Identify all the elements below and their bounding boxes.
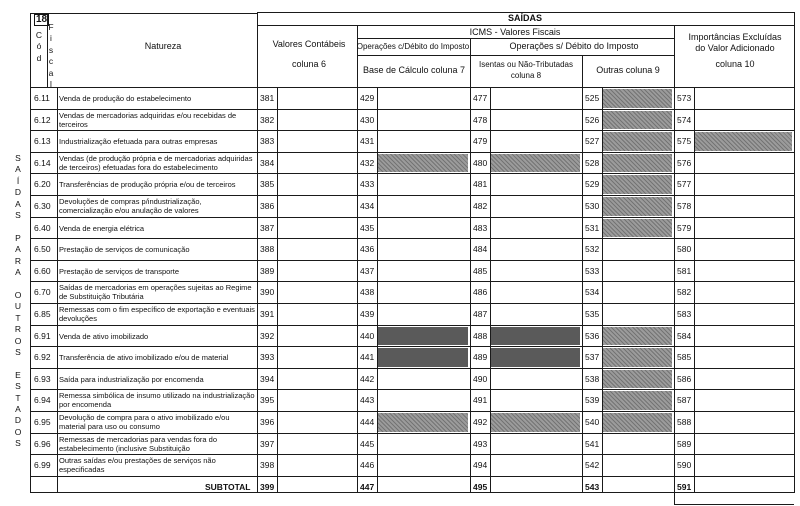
side-letter: S [15,210,21,221]
value-input-c10[interactable] [695,174,793,194]
subtotal-number-c7: 447 [360,481,375,492]
frame-left [30,13,31,493]
side-letter: P [15,232,21,243]
side-letter: A [15,198,21,209]
value-input-c9[interactable] [603,304,673,324]
field-number-c9: 530 [585,201,600,211]
field-number-c8: 482 [473,201,488,211]
field-number-c7: 438 [360,287,375,298]
field-number-c7: 445 [360,438,375,449]
field-number-c6: 381 [260,93,275,103]
cfop-description: Vendas de mercadorias adquiridas e/ou recebidas de terceiros [59,110,237,129]
cfop-code: 6.30 [34,201,51,211]
field-number-c7: 435 [360,222,375,233]
field-number-c6: 393 [260,352,275,363]
value-input-c9[interactable] [603,282,673,302]
field-number-c10: 582 [677,287,692,298]
cfop-description: Remessas com o fim específico de exportação e eventuais devoluções [59,305,255,323]
field-number-c8: 488 [473,330,488,341]
operacoes-com-header: Operações c/Débito do Imposto [356,42,470,51]
value-input-c6[interactable] [278,88,356,108]
field-number-c10: 575 [677,136,692,147]
cfop-code: 6.60 [34,265,51,276]
field-number-c7: 434 [360,201,375,211]
code-col-divider [57,87,58,492]
valores-contabeis-header: Valores Contábeis [272,39,346,49]
field-number-c10: 581 [677,265,692,276]
value-input-c9[interactable] [603,239,673,259]
field-number-c10: 590 [677,460,692,471]
hdr-h-ops [357,55,674,56]
field-number-c10: 577 [677,179,692,190]
subtotal-number-c9: 543 [585,481,600,492]
field-number-c6: 396 [260,417,275,427]
cfop-description: Devolução de compra para o ativo imobilizado e/ou material para uso ou consumo [59,413,230,431]
value-input-c8[interactable] [491,174,581,194]
side-letter: U [14,301,22,312]
side-letter: A [15,164,21,175]
field-number-c7: 430 [360,114,375,125]
field-number-c6: 385 [260,179,275,190]
value-input-c7[interactable] [378,153,469,173]
side-letter: T [15,312,21,323]
base-calculo-header: Base de Cálculo coluna 7 [362,65,466,75]
value-input-c8[interactable] [491,304,581,324]
value-input-c10[interactable] [695,390,793,410]
field-number-c8: 480 [473,157,488,168]
field-number-c7: 437 [360,265,375,276]
cfop-code: 6.14 [34,157,51,168]
value-input-c8[interactable] [491,239,581,259]
field-number-c8: 479 [473,136,488,147]
value-input-c10[interactable] [695,218,793,238]
cfop-description: Transferência de ativo imobilizado e/ou de material [59,353,229,363]
fiscal-letter: a [48,67,54,78]
field-number-c9: 541 [585,438,600,449]
value-input-c6[interactable] [278,326,356,346]
number-divider [602,87,603,492]
row-divider [30,476,795,477]
field-number-c9: 534 [585,287,600,298]
saidas-header: SAÍDAS [507,13,543,23]
side-letter: O [14,335,22,346]
value-input-c7[interactable] [378,239,469,259]
field-number-c10: 583 [677,309,692,319]
cfop-description: Prestação de serviços de transporte [59,266,180,276]
cfop-code: 6.96 [34,438,51,449]
value-input-c8[interactable] [491,261,581,281]
value-input-c6[interactable] [278,369,356,389]
fiscal-letter: l [50,79,52,90]
value-input-c6[interactable] [278,347,356,367]
field-number-c8: 477 [473,93,488,103]
outras-header: Outras coluna 9 [596,65,660,75]
field-number-c10: 586 [677,373,692,384]
value-input-c7[interactable] [378,412,469,432]
side-letter: Í [16,175,20,186]
value-input-c9[interactable] [603,196,673,216]
side-letter: D [14,187,22,198]
operacoes-sem-header: Operações s/ Débito do Imposto [509,41,639,51]
field-number-c9: 533 [585,265,600,276]
value-input-c8[interactable] [491,153,581,173]
value-input-c10[interactable] [695,131,793,151]
side-letter: R [14,324,22,335]
field-number-c7: 429 [360,93,375,103]
value-input-c9[interactable] [603,261,673,281]
field-number-c6: 384 [260,157,275,168]
field-number-c9: 528 [585,157,600,168]
value-input-c10[interactable] [695,153,793,173]
field-number-c7: 432 [360,157,375,168]
field-number-c8: 485 [473,265,488,276]
cfop-description: Vendas (de produção própria e de mercadorias adquiridas de terceiros) efetuadas fora do estabelecimento [59,153,253,172]
field-number-c8: 492 [473,417,488,427]
cfop-code: 6.40 [34,222,51,233]
side-letter: S [15,346,21,357]
fiscal-label [46,22,56,90]
field-number-c6: 388 [260,244,275,255]
field-number-c8: 487 [473,309,488,319]
field-number-c10: 574 [677,114,692,125]
field-number-c8: 481 [473,179,488,190]
number-divider [277,87,278,492]
frame-top-left [30,13,258,14]
importancias-header-1: Importâncias Excluídas [688,32,782,42]
field-number-c8: 491 [473,395,488,406]
field-number-c6: 398 [260,460,275,471]
field-number-c7: 446 [360,460,375,471]
field-number-c7: 436 [360,244,375,255]
side-letter: A [15,403,21,414]
value-input-c8[interactable] [491,434,581,454]
field-number-c9: 531 [585,222,600,233]
value-input-c6[interactable] [278,434,356,454]
field-number-c7: 442 [360,373,375,384]
field-number-c9: 540 [585,417,600,427]
value-input-c7[interactable] [378,218,469,238]
field-number-c7: 431 [360,136,375,147]
field-number-c10: 585 [677,352,692,363]
cfop-description: Venda de ativo imobilizado [59,331,149,341]
fiscal-letter: c [48,56,54,67]
side-letter: A [15,267,21,278]
cfop-description: Venda de energia elétrica [59,223,145,233]
hdr-h-icms [357,38,674,39]
cfop-description: Saída para industrialização por encomenda [59,374,204,384]
cod-letter: ó [36,41,42,52]
value-input-c6[interactable] [278,153,356,173]
number-divider [377,87,378,492]
value-input-c6[interactable] [278,282,356,302]
cfop-description: Devoluções de compras p/industrialização, comercialização e/ou anulação de valores [59,197,202,215]
value-input-c10[interactable] [695,326,793,346]
cfop-description: Transferências de produção própria e/ou de terceiros [59,180,236,190]
value-input-c8[interactable] [491,369,581,389]
natureza-header: Natureza [144,41,182,51]
col-v-natureza-end [257,12,258,492]
cfop-description: Prestação de serviços de comunicação [59,245,190,255]
field-number-c7: 444 [360,417,375,427]
value-input-c10[interactable] [695,304,793,324]
value-input-c6[interactable] [278,261,356,281]
field-number-c8: 490 [473,373,488,384]
value-input-c7[interactable] [378,261,469,281]
side-letter: S [15,381,21,392]
value-input-c10[interactable] [695,455,793,475]
field-number-c10: 588 [677,417,692,427]
value-input-c8[interactable] [491,88,581,108]
hdr-h-saidas [257,25,794,26]
value-input-c7[interactable] [378,304,469,324]
saidas-para-outros-estados-label [13,153,23,450]
value-input-c10[interactable] [695,282,793,302]
value-input-c9[interactable] [603,369,673,389]
value-input-c7[interactable] [378,88,469,108]
value-input-c8[interactable] [491,110,581,130]
value-input-c10[interactable] [695,196,793,216]
value-input-c9[interactable] [603,88,673,108]
value-input-c8[interactable] [491,455,581,475]
value-input-c10[interactable] [695,347,793,367]
value-input-c8[interactable] [491,131,581,151]
side-letter: D [14,415,22,426]
field-number-c7: 439 [360,309,375,319]
cfop-code: 6.94 [34,395,51,406]
value-input-c9[interactable] [603,218,673,238]
cfop-code: 6.91 [34,330,51,341]
isentas-header-1: Isentas ou Não-Tributadas [479,60,573,69]
value-input-c7[interactable] [378,196,469,216]
field-number-c9: 529 [585,179,600,190]
field-number-c10: 584 [677,330,692,341]
field-number-c9: 539 [585,395,600,406]
value-input-c9[interactable] [603,434,673,454]
field-number-c6: 387 [260,222,275,233]
field-number-c8: 493 [473,438,488,449]
value-input-c6[interactable] [278,196,356,216]
field-number-c9: 542 [585,460,600,471]
value-input-c10[interactable] [695,239,793,259]
value-input-c9[interactable] [603,174,673,194]
value-input-c7[interactable] [378,326,469,346]
cfop-code: 6.93 [34,373,51,384]
value-input-c7[interactable] [378,131,469,151]
field-number-c6: 391 [260,309,275,319]
cfop-description: Remessa simbólica de insumo utilizado na industrialização por encomenda [59,391,255,410]
cfop-description: Saídas de mercadorias em operações sujeitas ao Regime de Substituição Tributária [59,283,252,302]
field-number-c10: 587 [677,395,692,406]
value-input-c7[interactable] [378,174,469,194]
value-input-c6[interactable] [278,390,356,410]
value-input-c9[interactable] [603,326,673,346]
isentas-header-2: coluna 8 [510,71,542,80]
cod-letter: d [36,52,42,63]
value-input-c8[interactable] [491,412,581,432]
subtotal-number-c10: 591 [677,481,692,492]
side-letter [13,278,23,289]
field-number-c8: 494 [473,460,488,471]
field-number-c6: 390 [260,287,275,298]
value-input-c6[interactable] [278,110,356,130]
cfop-code: 6.92 [34,352,51,363]
fiscal-letter: s [48,44,54,55]
value-input-c9[interactable] [603,390,673,410]
field-number-c10: 589 [677,438,692,449]
side-letter: S [15,438,21,449]
icms-header: ICMS - Valores Fiscais [469,27,561,37]
field-number-c6: 392 [260,330,275,341]
cfop-code: 6.12 [34,114,51,125]
cfop-code: 6.85 [34,309,51,319]
cfop-description: Remessas de mercadorias para vendas fora do estabelecimento (inclusive Substituição [59,434,217,453]
value-input-c6[interactable] [278,218,356,238]
value-input-c7[interactable] [378,282,469,302]
value-input-c7[interactable] [378,110,469,130]
fiscal-letter: F [48,22,54,32]
cfop-code: 6.50 [34,244,51,255]
value-input-c10[interactable] [695,88,793,108]
frame-bottom [30,492,795,493]
field-number-c10: 578 [677,201,692,211]
field-number-c9: 526 [585,114,600,125]
side-letter: A [15,244,21,255]
col-v-c7-end [470,38,471,492]
value-input-c7[interactable] [378,390,469,410]
side-letter [13,221,23,232]
form-number: 18 [36,14,48,25]
field-number-c10: 576 [677,157,692,168]
field-number-c8: 484 [473,244,488,255]
field-number-c6: 395 [260,395,275,406]
value-input-c9[interactable] [603,347,673,367]
value-input-c10[interactable] [695,261,793,281]
col-v-c8-end [582,55,583,492]
value-input-c8[interactable] [491,218,581,238]
field-number-c8: 486 [473,287,488,298]
value-input-c8[interactable] [491,196,581,216]
field-number-c7: 433 [360,179,375,190]
field-number-c10: 580 [677,244,692,255]
value-input-c7[interactable] [378,455,469,475]
cfop-code: 6.99 [34,460,51,471]
side-letter: T [15,392,21,403]
value-input-c10[interactable] [695,412,793,432]
field-number-c6: 394 [260,373,275,384]
cod-letter: C [35,30,43,40]
number-divider [694,87,695,492]
number-divider [490,87,491,492]
field-number-c10: 579 [677,222,692,233]
cfop-description: Industrialização efetuada para outras empresas [59,137,218,147]
value-input-c6[interactable] [278,239,356,259]
field-number-c9: 538 [585,373,600,384]
coluna10-header: coluna 10 [715,59,755,69]
cfop-code: 6.13 [34,136,51,147]
value-input-c6[interactable] [278,412,356,432]
field-number-c9: 532 [585,244,600,255]
side-letter: R [14,255,22,266]
cod-label [34,30,44,64]
cfop-description: Venda de produção do estabelecimento [59,94,192,103]
frame-bottom-extra [674,504,794,505]
value-input-c6[interactable] [278,455,356,475]
cfop-code: 6.20 [34,179,51,190]
value-input-c6[interactable] [278,131,356,151]
field-number-c6: 397 [260,438,275,449]
field-number-c7: 443 [360,395,375,406]
value-input-c6[interactable] [278,304,356,324]
field-number-c9: 536 [585,330,600,341]
value-input-c7[interactable] [378,369,469,389]
value-input-c9[interactable] [603,131,673,151]
field-number-c9: 537 [585,352,600,363]
value-input-c9[interactable] [603,455,673,475]
value-input-c6[interactable] [278,174,356,194]
field-number-c8: 478 [473,114,488,125]
value-input-c9[interactable] [603,412,673,432]
field-number-c7: 440 [360,330,375,341]
value-input-c9[interactable] [603,110,673,130]
side-letter: O [14,289,22,300]
value-input-c8[interactable] [491,326,581,346]
value-input-c8[interactable] [491,390,581,410]
field-number-c10: 573 [677,93,692,103]
fiscal-letter: i [50,33,52,44]
value-input-c10[interactable] [695,369,793,389]
value-input-c7[interactable] [378,434,469,454]
field-number-c9: 525 [585,93,600,103]
value-input-c9[interactable] [603,153,673,173]
frame-right [794,12,795,493]
col-v-c6-end [357,25,358,492]
subtotal-number-c6: 399 [260,481,275,492]
cfop-code: 6.11 [34,93,50,103]
subtotal-number-c8: 495 [473,481,488,492]
field-number-c6: 383 [260,136,275,147]
field-number-c6: 386 [260,201,275,211]
value-input-c8[interactable] [491,282,581,302]
side-letter: O [14,426,22,437]
coluna6-header: coluna 6 [291,59,327,69]
field-number-c8: 483 [473,222,488,233]
field-number-c8: 489 [473,352,488,363]
side-letter: S [15,153,21,163]
subtotal-label: SUBTOTAL [205,481,251,492]
side-letter: E [15,369,21,380]
field-number-c9: 527 [585,136,600,147]
importancias-header-2: do Valor Adicionado [695,43,775,53]
field-number-c9: 535 [585,309,600,319]
side-letter [13,358,23,369]
value-input-c8[interactable] [491,347,581,367]
cfop-description: Outras saídas e/ou prestações de serviços não especificadas [59,456,216,475]
field-number-c7: 441 [360,352,375,363]
field-number-c6: 389 [260,265,275,276]
field-number-c6: 382 [260,114,275,125]
value-input-c10[interactable] [695,434,793,454]
value-input-c10[interactable] [695,110,793,130]
value-input-c7[interactable] [378,347,469,367]
cfop-code: 6.95 [34,417,51,427]
cfop-code: 6.70 [34,287,51,298]
